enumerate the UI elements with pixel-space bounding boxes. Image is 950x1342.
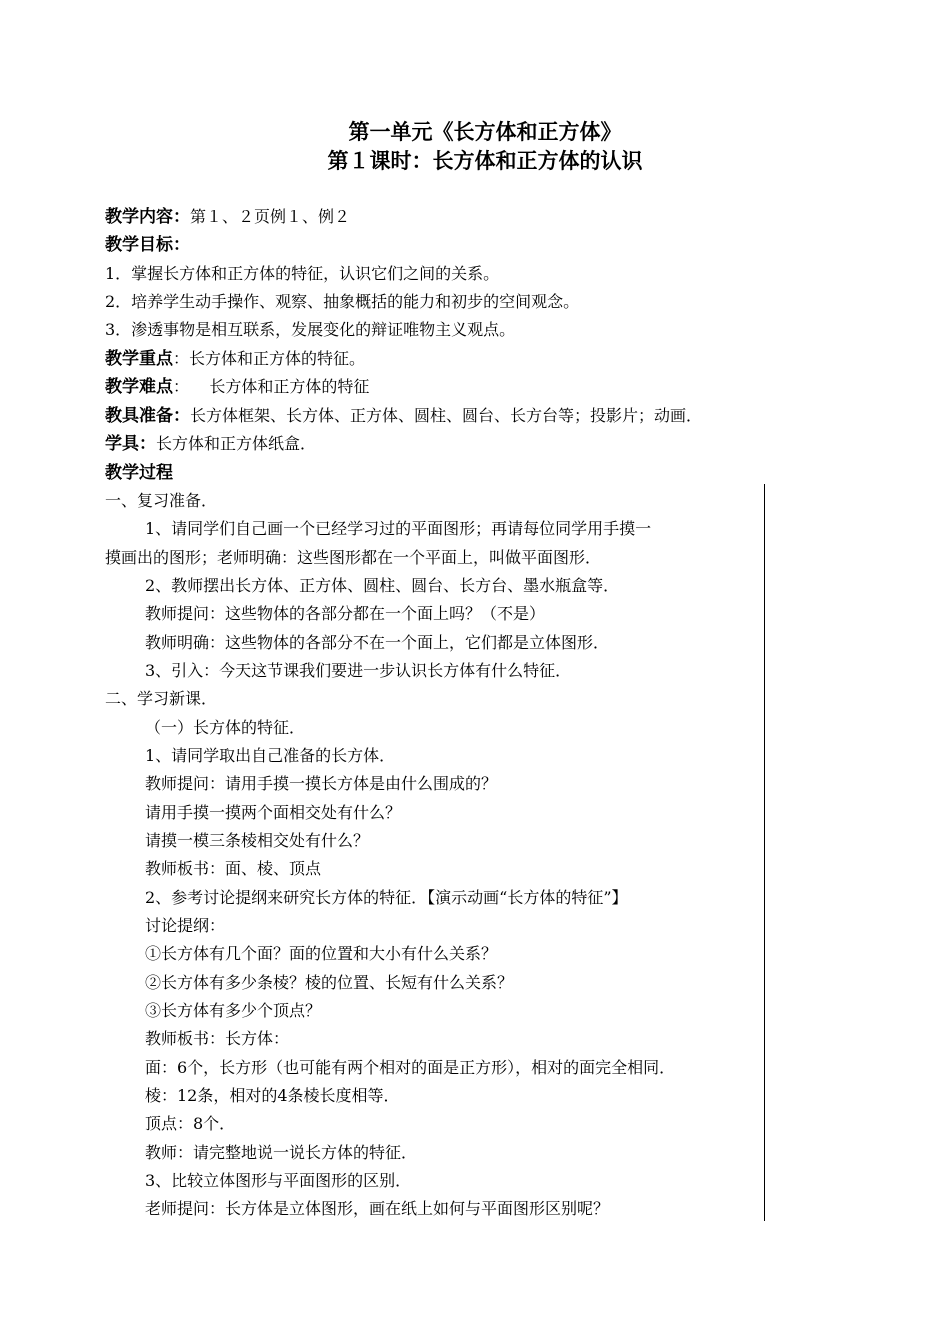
process-line: 棱：12条，相对的4条棱长度相等． [145,1086,400,1105]
process-line: 2、教师摆出长方体、正方体、圆柱、圆台、长方台、墨水瓶盒等． [145,576,620,595]
teaching-content [105,203,805,231]
process-line: 一、复习准备． [105,491,218,510]
teaching-key-point [105,345,805,373]
objective-item: 3．渗透事物是相互联系，发展变化的辩证唯物主义观点。 [105,320,516,339]
process-line: 教师：请完整地说一说长方体的特征． [145,1143,418,1162]
teaching-objectives [105,231,805,259]
process-line: 面：6个，长方形（也可能有两个相对的面是正方形），相对的面完全相同． [145,1058,676,1077]
process-line: 请用手摸一摸两个面相交处有什么？ [145,803,402,822]
teaching-objectives-label: 教学目标： [105,235,190,255]
process-heading: 教学过程 [105,463,173,483]
lesson-title: 第１课时：长方体和正方体的认识 [327,149,643,173]
process-line: 教师提问：这些物体的各部分都在一个面上吗？（不是） [145,604,546,623]
process-line: 二、学习新课． [105,689,218,708]
process-line: 顶点：8个． [145,1114,236,1133]
teaching-difficulty-label: 教学难点 [105,377,173,397]
process-line: 请摸一模三条棱相交处有什么？ [145,831,370,850]
teaching-difficulty-value: ： 长方体和正方体的特征 [173,377,370,396]
teaching-aids-label: 教具准备： [105,406,190,426]
margin-rule [764,484,765,1221]
process-line: 教师板书：面、棱、顶点 [145,859,322,878]
objective-item: 1．掌握长方体和正方体的特征，认识它们之间的关系。 [105,264,500,283]
student-materials-label: 学具： [105,434,156,454]
unit-title: 第一单元《长方体和正方体》 [348,120,622,144]
teaching-aids-value: 长方体框架、长方体、正方体、圆柱、圆台、长方台等；投影片；动画． [190,406,703,425]
process-line: ③长方体有多少个顶点？ [145,1001,322,1020]
process-line: 摸画出的图形；老师明确：这些图形都在一个平面上，叫做平面图形． [105,548,602,567]
process-line: ②长方体有多少条棱？棱的位置、长短有什么关系？ [145,973,514,992]
teaching-difficulty [105,373,805,401]
teaching-key-point-label: 教学重点 [105,349,173,369]
student-materials [105,430,805,458]
process-line: 教师板书：长方体： [145,1029,290,1048]
teaching-content-value: 第１、２页例１、例２ [190,207,351,226]
process-line: （一）长方体的特征． [145,718,306,737]
process-line: 3、比较立体图形与平面图形的区别． [145,1171,412,1190]
process-line: ①长方体有几个面？面的位置和大小有什么关系？ [145,944,498,963]
process-line: 3、引入：今天这节课我们要进一步认识长方体有什么特征． [145,661,572,680]
teaching-content-label: 教学内容： [105,207,190,227]
process-line: 老师提问：长方体是立体图形，画在纸上如何与平面图形区别呢？ [145,1199,610,1218]
process-line: 1、请同学取出自己准备的长方体． [145,746,396,765]
process-line: 教师明确：这些物体的各部分不在一个面上，它们都是立体图形． [145,633,610,652]
teaching-aids [105,402,805,430]
process-line: 教师提问：请用手摸一摸长方体是由什么围成的？ [145,774,498,793]
teaching-key-point-value: ：长方体和正方体的特征。 [173,349,366,368]
process-line: 1、请同学们自己画一个已经学习过的平面图形；再请每位同学用手摸一 [145,519,652,538]
process-line: 2、参考讨论提纲来研究长方体的特征．【演示动画“长方体的特征”】 [145,888,628,907]
objective-item: 2．培养学生动手操作、观察、抽象概括的能力和初步的空间观念。 [105,292,580,311]
student-materials-value: 长方体和正方体纸盒． [156,434,317,453]
process-line: 讨论提纲： [145,916,226,935]
